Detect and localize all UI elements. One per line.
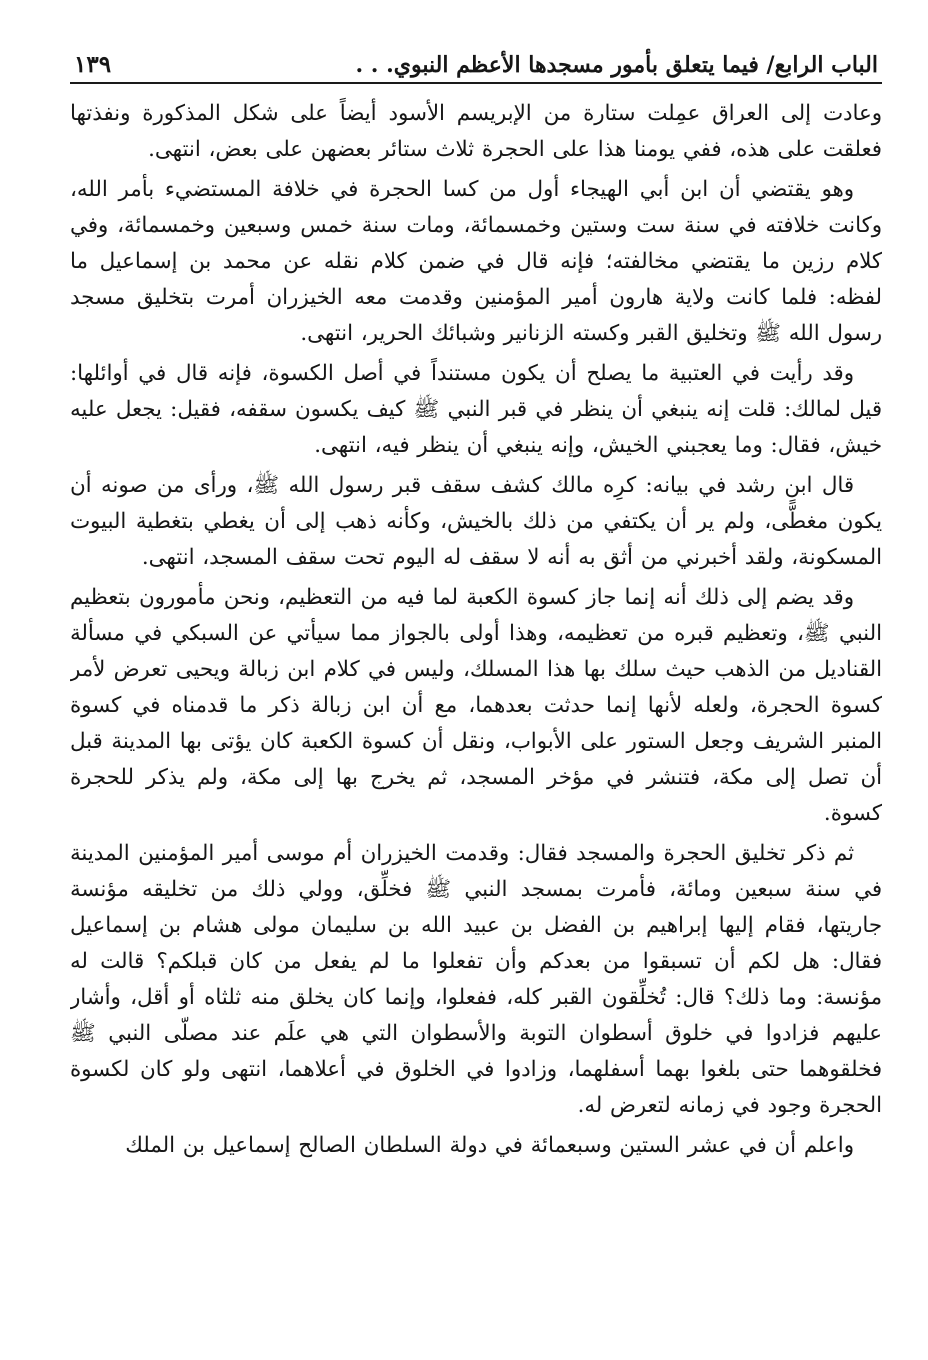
book-page <box>70 40 882 1330</box>
paragraph: ثم ذكر تخليق الحجرة والمسجد فقال: وقدمت الخيزران أم موسى أمير المؤمنين المدينة في سنة سبعين ومائة، فأمرت بمسجد النبي ﷺ فخلِّق، وولي ذلك من تخليقه مؤنسة جاريتها، فقام إليها إبراهيم بن الفضل بن عبيد الله بن سليمان مولى هشام بن إسماعيل فقال: هل لكم أن تسبقوا من بعدكم وأن تفعلوا ما لم يفعل من كان قبلكم؟ قالت له مؤنسة: وما ذلك؟ قال: تُخلِّقون القبر كله، ففعلوا، وإنما كان يخلق منه ثلثاه أو أقل، وأشار عليهم فزادوا في خلوق أسطوان التوبة والأسطوان التي هي علَم عند مصلّى النبي ﷺ فخلقوهما حتى بلغوا بهما أسفلهما، وزادوا في الخلوق في أعلاهما، انتهى ولو كان لكسوة الحجرة وجود في زمانه لتعرض له. <box>70 841 882 1118</box>
paragraph: وقد يضم إلى ذلك أنه إنما جاز كسوة الكعبة لما فيه من التعظيم، ونحن مأمورون بتعظيم النبي ﷺ، وتعظيم قبره من تعظيمه، وهذا أولى بالجواز مما سيأتي عن السبكي في مسألة القناديل من الذهب حيث سلك بها هذا المسلك، وليس في كلام ابن زبالة ويحيى تعرض لأمر كسوة الحجرة، ولعله لأنها إنما حدثت بعدهما، مع أن ابن زبالة ذكر ما قدمناه في كسوة المنبر الشريف وجعل الستور على الأبواب، ونقل أن كسوة الكعبة كان يؤتى بها المدينة قبل أن تصل إلى مكة، فتنشر في مؤخر المسجد، ثم يخرج بها إلى مكة، ولم يذكر للحجرة كسوة. <box>70 585 882 826</box>
body-text <box>70 96 882 1164</box>
paragraph: قال ابن رشد في بيانه: كرِه مالك كشف سقف قبر رسول الله ﷺ، ورأى من صونه أن يكون مغطًّى، ولم ير أن يكتفي من ذلك بالخيش، وكأنه ذهب إلى أن يغطي بتغطية البيوت المسكونة، ولقد أخبرني من أثق به أنه لا سقف له اليوم تحت سقف المسجد، انتهى. <box>70 473 882 570</box>
paragraph: واعلم أن في عشر الستين وسبعمائة في دولة السلطان الصالح إسماعيل بن الملك <box>125 1133 854 1158</box>
paragraph: وهو يقتضي أن ابن أبي الهيجاء أول من كسا الحجرة في خلافة المستضيء بأمر الله، وكانت خلافته في سنة ست وستين وخمسمائة، ومات سنة خمس وسبعين وخمسمائة، وفي كلام رزين ما يقتضي مخالفته؛ فإنه قال في ضمن كلام نقله عن محمد بن إسماعيل ما لفظه: فلما كانت ولاية هارون أمير المؤمنين وقدمت معه الخيزران أمرت بتخليق مسجد رسول الله ﷺ وتخليق القبر وكسته الزنانير وشبائك الحرير، انتهى. <box>70 177 882 346</box>
paragraph-continuation: وعادت إلى العراق عمِلت ستارة من الإبريسم الأسود أيضاً على شكل المذكورة ونفذتها فعلقت على هذه، ففي يومنا هذا على الحجرة ثلاث ستائر بعضهن على بعض، انتهى. <box>70 101 882 162</box>
chapter-title: الباب الرابع/ فيما يتعلق بأمور مسجدها الأعظم النبوي. . . <box>355 52 878 78</box>
running-header <box>70 40 882 84</box>
paragraph: وقد رأيت في العتبية ما يصلح أن يكون مستنداً في أصل الكسوة، فإنه قال في أوائلها: قيل لمالك: قلت إنه ينبغي أن ينظر في قبر النبي ﷺ كيف يكسون سقفه، فقيل: يجعل عليه خيش، فقال: وما يعجبني الخيش، وإنه ينبغي أن ينظر فيه، انتهى. <box>70 361 882 458</box>
page-number: ١٣٩ <box>74 51 112 78</box>
